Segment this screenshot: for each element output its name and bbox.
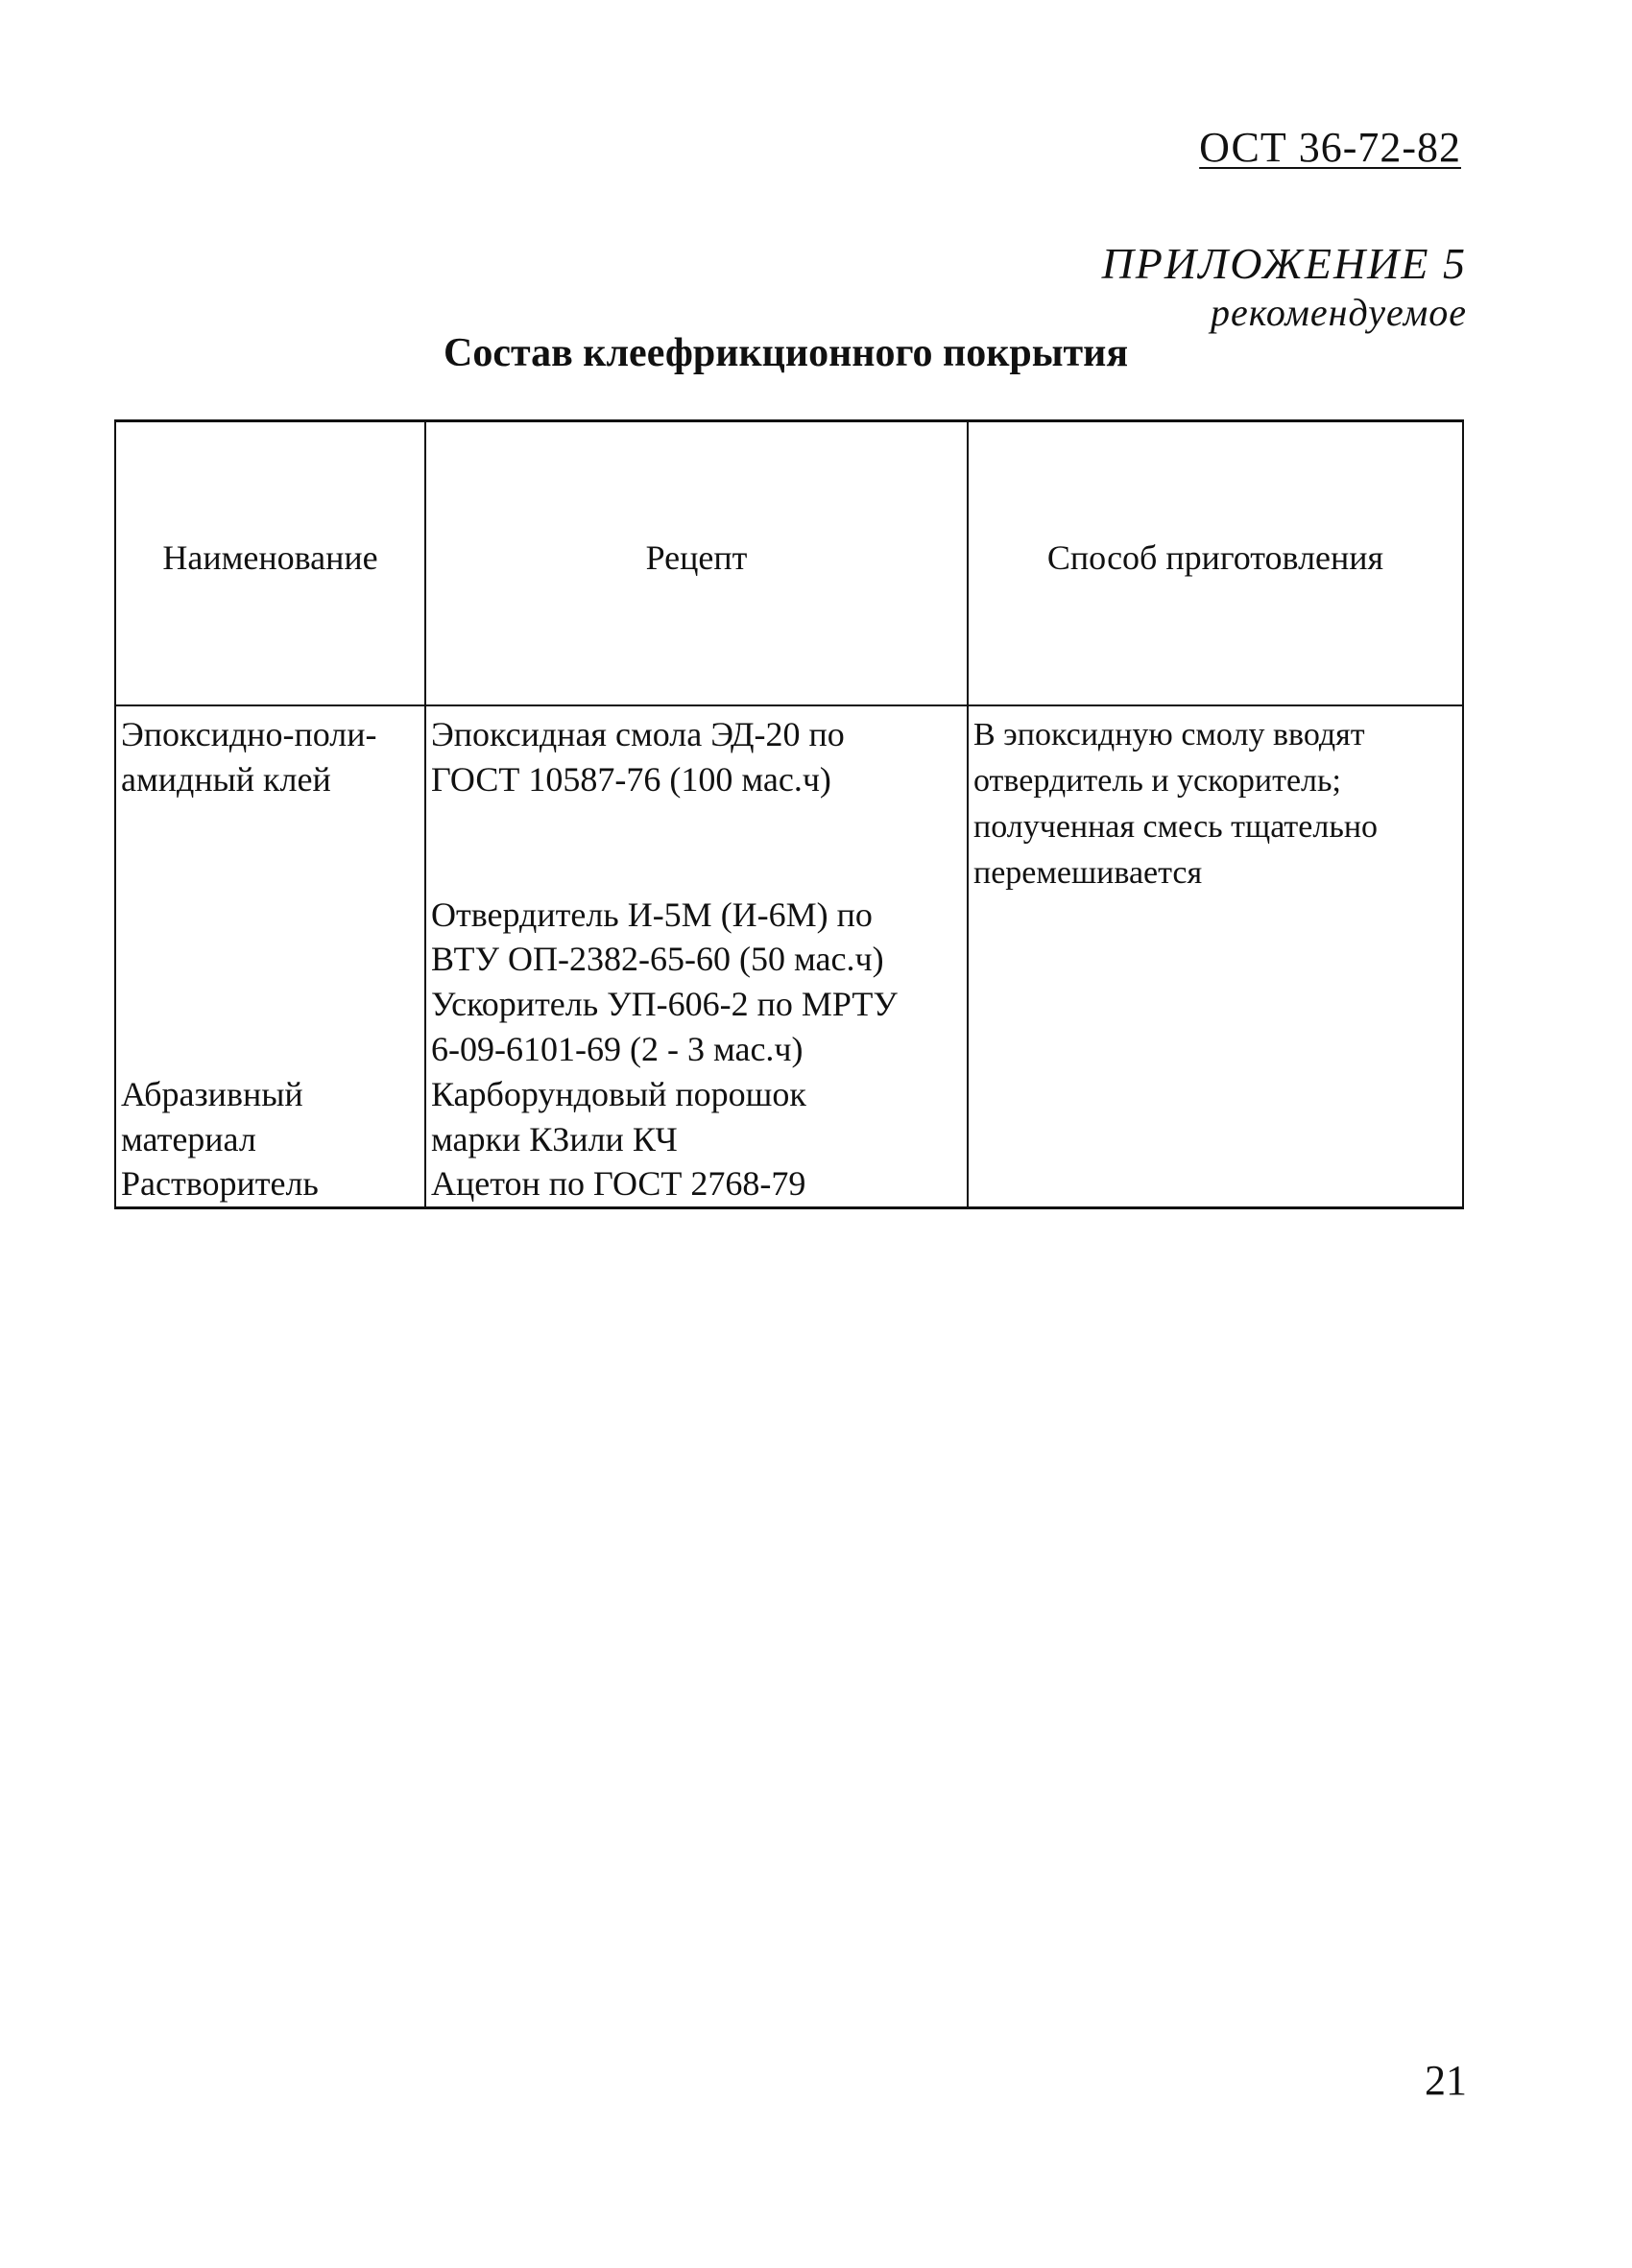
column-header-name: Наименование xyxy=(115,421,425,706)
method-line: перемешивается xyxy=(973,855,1203,891)
name-line: Абразивный xyxy=(121,1074,303,1113)
spacer xyxy=(431,802,963,893)
recipe-line: Карборундовый порошок xyxy=(431,1074,806,1113)
cell-name-abrasive xyxy=(115,1072,425,1162)
table-row-epoxy-adhesive xyxy=(115,705,1463,1072)
cell-recipe-abrasive xyxy=(425,1072,968,1162)
appendix-heading: ПРИЛОЖЕНИЕ 5 xyxy=(1101,239,1467,288)
cell-recipe-solvent xyxy=(425,1161,968,1207)
recipe-line: Ускоритель УП-606-2 по МРТУ xyxy=(431,985,898,1024)
cell-recipe-epoxy-adhesive xyxy=(425,705,968,1072)
recipe-line: марки КЗили КЧ xyxy=(431,1119,678,1158)
name-line: Эпоксидно-поли- xyxy=(121,715,377,753)
table-header-row xyxy=(115,421,1463,706)
table-title: Состав клеефрикционного покрытия xyxy=(444,331,1129,375)
name-line: амидный клей xyxy=(121,759,331,799)
recipe-line: ВТУ ОП-2382-65-60 (50 мас.ч) xyxy=(431,940,884,979)
appendix-status: рекомендуемое xyxy=(1210,291,1467,334)
recipe-line: Отвердитель И-5М (И-6М) по xyxy=(431,895,873,934)
method-line: отвердитель и ускоритель; xyxy=(973,763,1341,799)
column-header-method: Способ приготовления xyxy=(968,421,1463,706)
recipe-line: 6-09-6101-69 (2 - 3 мас.ч) xyxy=(431,1029,804,1068)
document-code: ОСТ 36-72-82 xyxy=(1199,124,1461,171)
method-line: В эпоксидную смолу вводят xyxy=(973,717,1365,752)
cell-name-solvent xyxy=(115,1161,425,1207)
cell-name-epoxy-adhesive xyxy=(115,705,425,1072)
name-line: Растворитель xyxy=(121,1164,319,1204)
method-line: полученная смесь тщательно xyxy=(973,809,1379,845)
name-line: материал xyxy=(121,1119,256,1158)
cell-method-epoxy-adhesive xyxy=(968,705,1463,1208)
column-header-recipe: Рецепт xyxy=(425,421,968,706)
recipe-line: Ацетон по ГОСТ 2768-79 xyxy=(431,1164,806,1204)
page-number: 21 xyxy=(1425,2057,1467,2104)
composition-table xyxy=(114,419,1464,1209)
recipe-line: ГОСТ 10587-76 (100 мас.ч) xyxy=(431,759,831,799)
recipe-line: Эпоксидная смола ЭД-20 по xyxy=(431,715,845,753)
